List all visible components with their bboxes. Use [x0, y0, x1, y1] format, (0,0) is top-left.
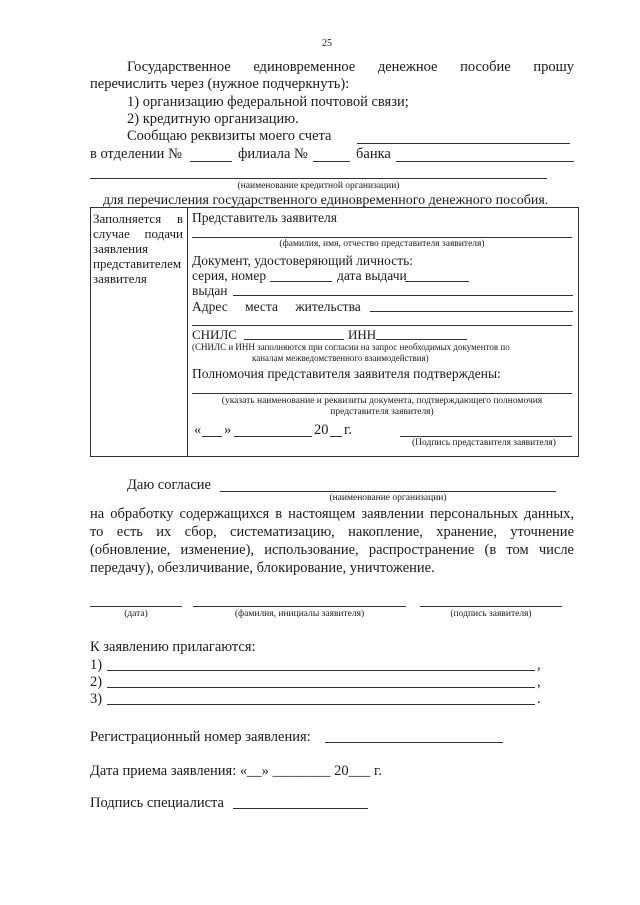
- account-field[interactable]: [357, 143, 570, 144]
- consent-label: Даю согласие: [127, 477, 211, 493]
- applicant-name-field[interactable]: [193, 606, 406, 607]
- date-year-suffix: г.: [344, 422, 352, 438]
- receipt-date: Дата приема заявления: «__» ________ 20___ г.: [90, 763, 382, 779]
- consent-text-2: то есть их сбор, систематизацию, накопление, хранение, уточнение: [90, 524, 574, 540]
- applicant-name-caption: (фамилия, инициалы заявителя): [234, 609, 365, 619]
- applicant-date-caption: (дата): [124, 609, 148, 619]
- attachment-2-field[interactable]: [107, 687, 535, 688]
- issued-field[interactable]: [233, 295, 573, 296]
- applicant-signature-field[interactable]: [420, 606, 562, 607]
- option-postal: 1) организацию федеральной почтовой связи;: [127, 94, 409, 110]
- purpose-text: для перечисления государственного единовременного денежного пособия.: [103, 193, 549, 208]
- date-quote-close: »: [224, 422, 232, 438]
- document-label: Документ, удостоверяющий личность:: [192, 253, 414, 268]
- inn-label: ИНН: [348, 327, 377, 342]
- consent-org-field[interactable]: [220, 491, 556, 492]
- box-left-line-1: Заполняется в: [93, 211, 183, 226]
- series-label: серия, номер: [192, 268, 267, 283]
- specialist-label: Подпись специалиста: [90, 795, 224, 811]
- box-left-line-5: заявителя: [93, 271, 147, 286]
- snils-note-1: (СНИЛС и ИНН заполняются при согласии на запрос необходимых документов по: [192, 342, 510, 352]
- attachment-3-end: .: [537, 691, 541, 707]
- series-field[interactable]: [270, 281, 332, 282]
- branch-label: филиала №: [238, 146, 308, 162]
- issue-date-label: дата выдачи: [337, 268, 407, 283]
- attachment-3-field[interactable]: [107, 704, 535, 705]
- representative-name-field[interactable]: [192, 237, 572, 238]
- registration-label: Регистрационный номер заявления:: [90, 729, 311, 745]
- applicant-signature-caption: (подпись заявителя): [450, 609, 532, 619]
- registration-field[interactable]: [325, 742, 503, 743]
- snils-label: СНИЛС: [192, 327, 237, 342]
- issued-label: выдан: [192, 283, 228, 298]
- date-year-prefix: 20: [314, 422, 329, 438]
- rep-signature-caption: (Подпись представителя заявителя): [412, 438, 556, 448]
- consent-text-1: на обработку содержащихся в настоящем заявлении персональных данных,: [90, 506, 574, 522]
- inn-field[interactable]: [376, 339, 467, 340]
- box-left-line-4: представителем: [93, 256, 182, 271]
- bank-field[interactable]: [396, 161, 574, 162]
- attachment-3-number: 3): [90, 691, 103, 707]
- attachment-1-field[interactable]: [107, 670, 535, 671]
- address-field[interactable]: [370, 311, 573, 312]
- rep-day-field[interactable]: [202, 436, 222, 437]
- attachments-title: К заявлению прилагаются:: [90, 639, 256, 655]
- bank-caption: (наименование кредитной организации): [237, 181, 400, 191]
- intro-line-1: Государственное единовременное денежное пособие прошу: [127, 59, 574, 75]
- authority-caption-1: (указать наименование и реквизиты документа, подтверждающего полномочия: [221, 396, 543, 406]
- issue-date-field[interactable]: [405, 281, 469, 282]
- bank-label: банка: [356, 146, 391, 162]
- authority-field[interactable]: [192, 393, 572, 394]
- representative-title: Представитель заявителя: [192, 210, 337, 225]
- snils-note-2: каналам межведомственного взаимодействия): [252, 353, 429, 363]
- intro-line-2: перечислить через (нужное подчеркнуть):: [90, 76, 350, 92]
- authority-label: Полномочия представителя заявителя подтверждены:: [192, 366, 501, 381]
- address-field-2[interactable]: [192, 325, 572, 326]
- address-label: Адрес места жительства: [192, 299, 361, 314]
- date-quote-open: «: [194, 422, 202, 438]
- option-credit: 2) кредитную организацию.: [127, 111, 299, 127]
- consent-text-3: (обновление, изменение), использование, распространение (в том числе: [90, 542, 574, 558]
- attachment-2-end: ,: [537, 674, 541, 690]
- box-divider: [187, 207, 188, 456]
- attachment-1-end: ,: [537, 657, 541, 673]
- attachment-1-number: 1): [90, 657, 103, 673]
- page-number: 25: [322, 38, 332, 49]
- bank-name-field[interactable]: [90, 178, 547, 179]
- department-field[interactable]: [190, 161, 232, 162]
- authority-caption-2: представителя заявителя): [330, 407, 434, 417]
- rep-signature-field[interactable]: [400, 436, 572, 437]
- box-left-line-3: заявления: [93, 241, 149, 256]
- rep-year-field[interactable]: [330, 436, 342, 437]
- consent-org-caption: (наименование организации): [329, 493, 447, 503]
- account-label: Сообщаю реквизиты моего счета: [127, 128, 332, 144]
- department-label: в отделении №: [90, 146, 182, 162]
- representative-name-caption: (фамилия, имя, отчество представителя заявителя): [279, 239, 485, 249]
- box-left-line-2: случае подачи: [93, 226, 183, 241]
- consent-text-4: передачу), обезличивание, блокирование, уничтожение.: [90, 560, 435, 576]
- snils-field[interactable]: [244, 339, 344, 340]
- specialist-signature-field[interactable]: [233, 808, 368, 809]
- attachment-2-number: 2): [90, 674, 103, 690]
- rep-month-field[interactable]: [234, 436, 312, 437]
- branch-field[interactable]: [313, 161, 350, 162]
- applicant-date-field[interactable]: [90, 606, 182, 607]
